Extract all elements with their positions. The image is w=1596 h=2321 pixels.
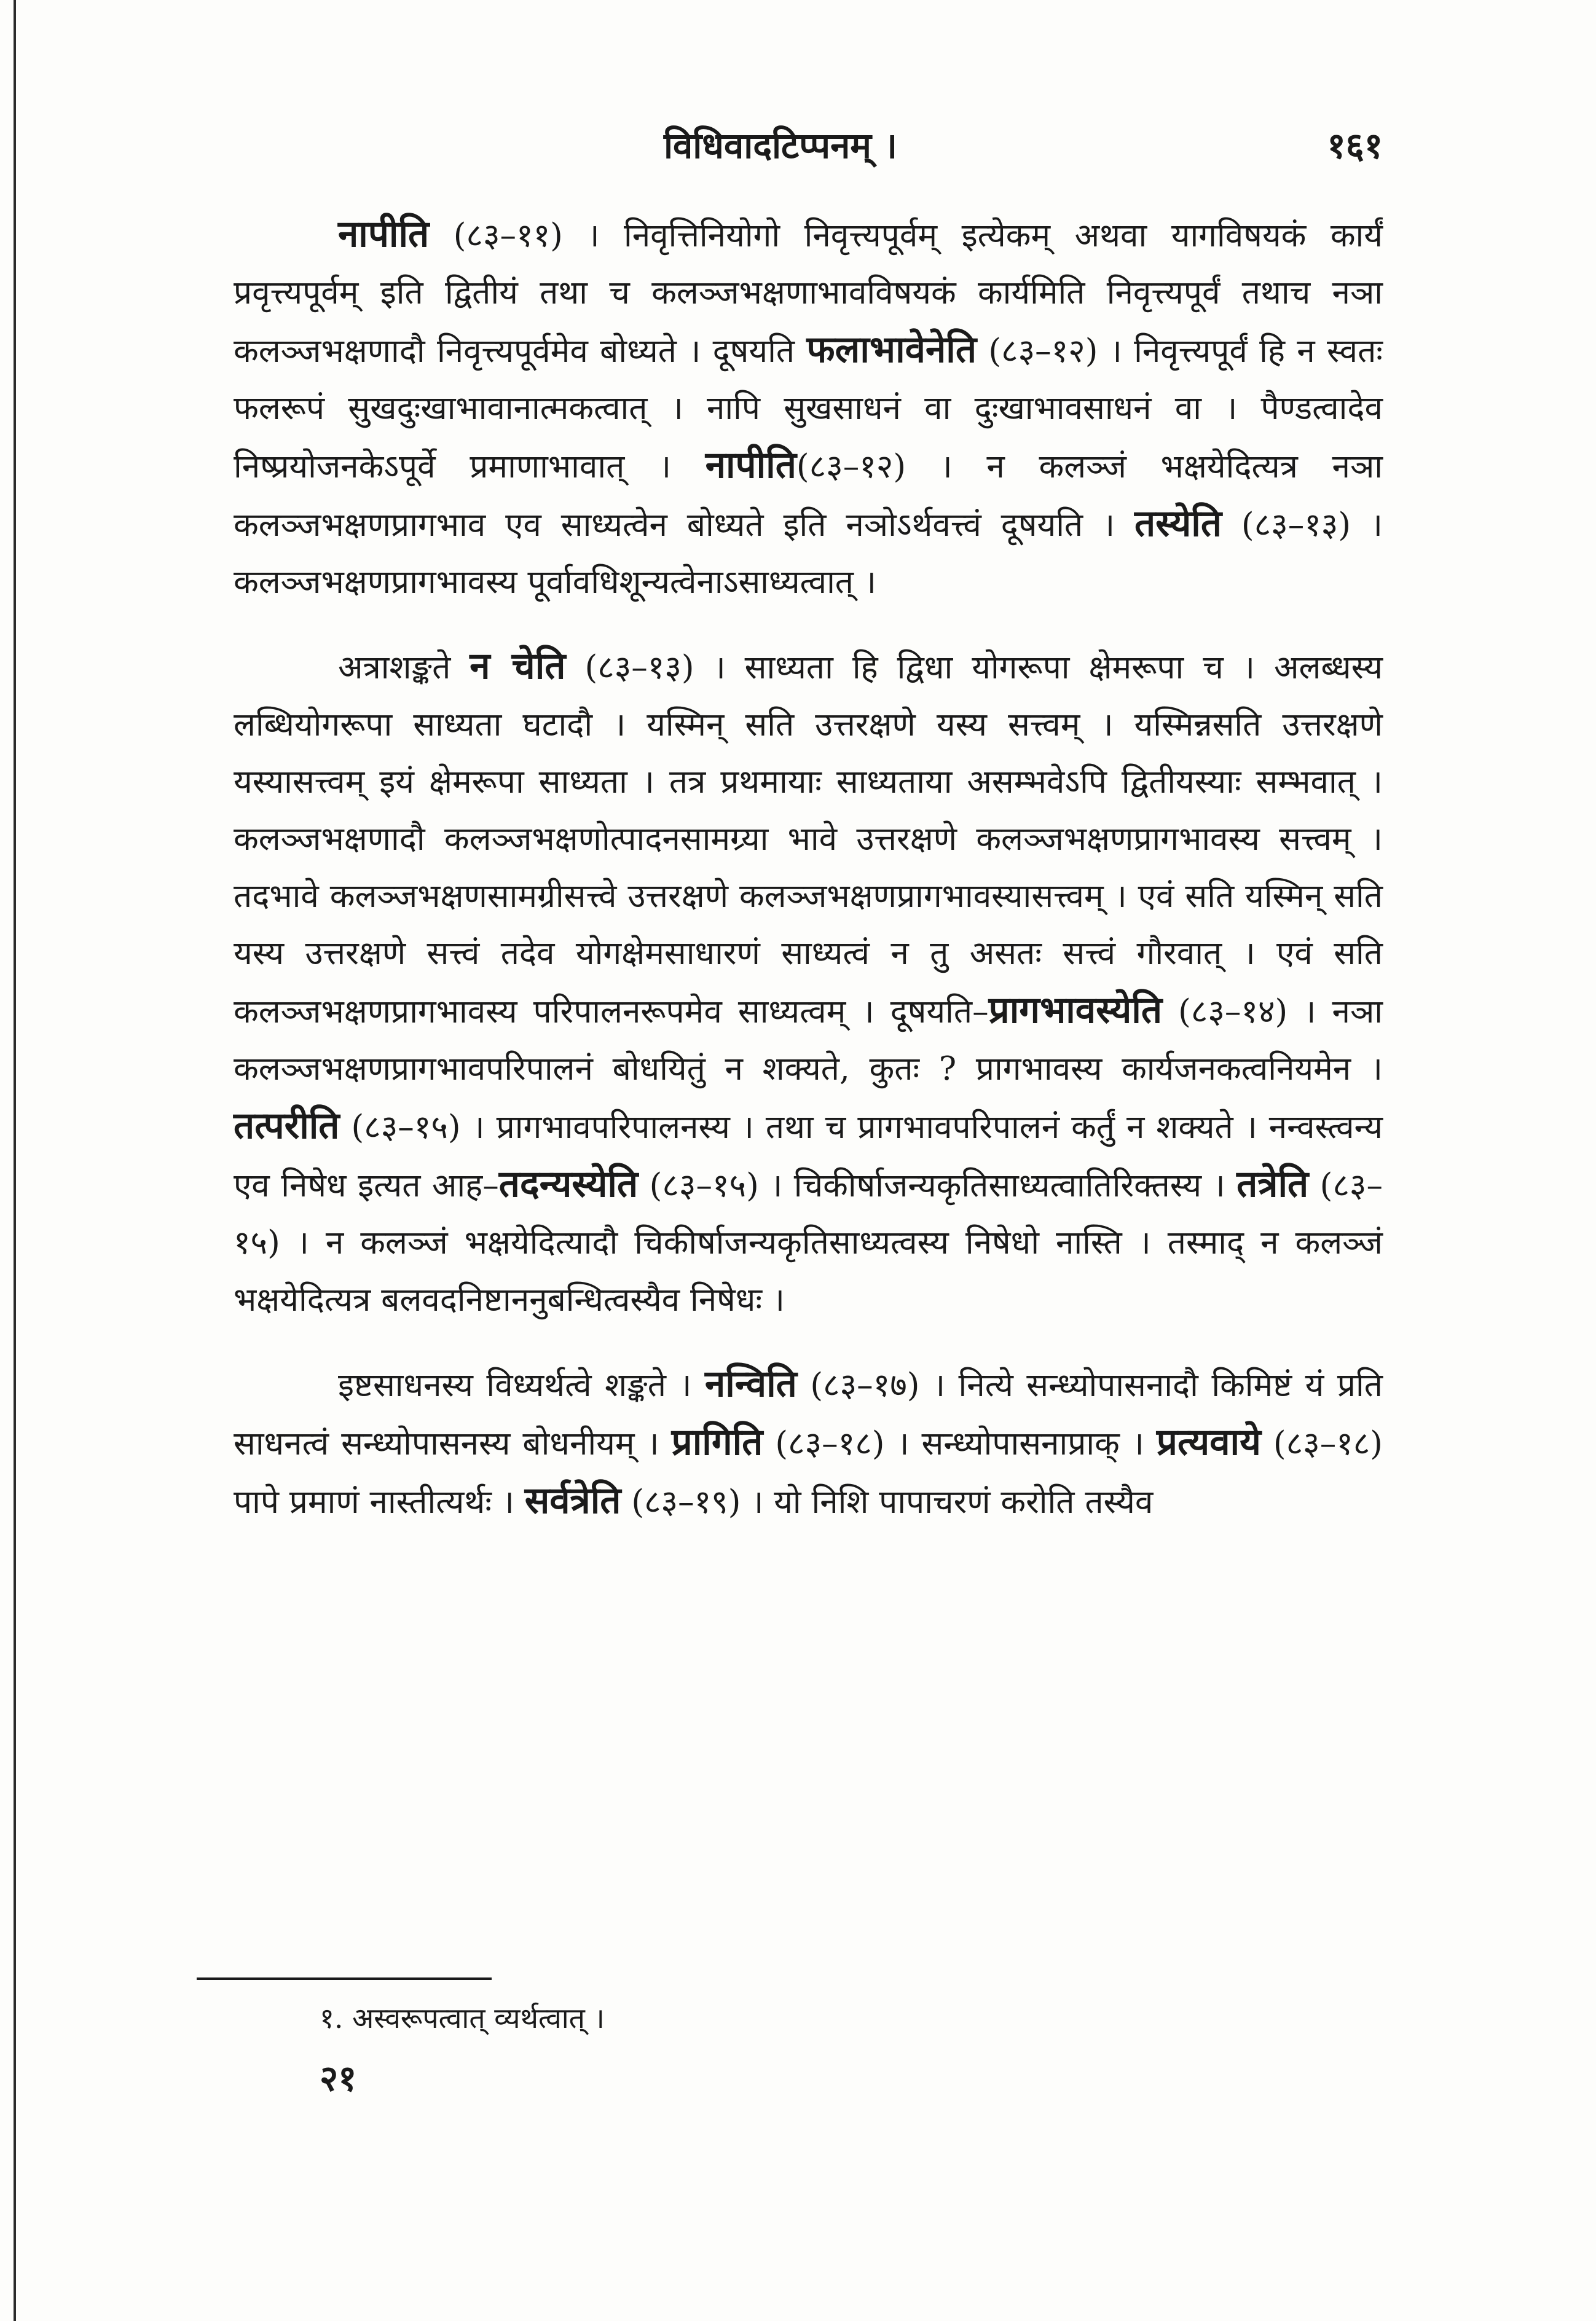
lemma-term: नन्विति [705, 1362, 797, 1405]
signature-mark: २१ [320, 2057, 357, 2099]
lemma-term: प्रागभावस्येति [988, 989, 1163, 1032]
paragraph [234, 206, 1383, 611]
lemma-term: न चेति [470, 645, 566, 688]
paragraph-text: इष्टसाधनस्य विध्यर्थत्वे शङ्कते । [338, 1367, 705, 1404]
paragraph-text: (८३–११) । निवृत्तिनियोगो निवृत्त्यपूर्वम् इत्येकम् अथवा यागविषयकं कार्यं प्रवृत्त्यपूर्वम् इति द्वितीयं तथा च कलञ्जभक्षणाभावविषयकं कार्यमिति निवृत्त्यपूर्वं तथाच नञा कलञ्जभक्षणादौ निवृत्त्यपूर्वमेव बोध्यते । दूषयति [234, 217, 1383, 370]
commentary-body [234, 206, 1383, 1558]
paragraph-text: (८३–१७) । नित्ये सन्ध्योपासनादौ किमिष्टं यं प्रति साधनत्वं सन्ध्योपासनस्य बोधनीयम् । [234, 1367, 1383, 1463]
page-edge-rule [14, 0, 16, 2321]
lemma-term: तत्रेति [1236, 1163, 1309, 1206]
page-header [234, 120, 1383, 169]
lemma-term: सर्वत्रेति [524, 1479, 621, 1522]
paragraph-text: (८३–१५) । न कलञ्जं भक्षयेदित्यादौ चिकीर्षाजन्यकृतिसाध्यत्वस्य निषेधो नास्ति । तस्माद् न कलञ्जं भक्षयेदित्यत्र बलवदनिष्टाननुबन्धित्वस्यैव निषेधः । [234, 1167, 1383, 1319]
running-title: विधिवादटिप्पनम् । [664, 125, 898, 167]
lemma-term: तत्परीति [234, 1104, 340, 1147]
paragraph [234, 1356, 1383, 1531]
paragraph [234, 638, 1383, 1329]
paragraph-text: (८३–१५) । चिकीर्षाजन्यकृतिसाध्यत्वातिरिक्तस्य । [638, 1167, 1237, 1204]
lemma-term: तदन्यस्येति [498, 1163, 639, 1206]
paragraph-text: (८३–१३) । साध्यता हि द्विधा योगरूपा क्षेमरूपा च । अलब्धस्य लब्धियोगरूपा साध्यता घटादौ । यस्मिन् सति उत्तरक्षणे यस्य सत्त्वम् । यस्मिन्नसति उत्तरक्षणे यस्यासत्त्वम् इयं क्षेमरूपा साध्यता । तत्र प्रथमायाः साध्यताया असम्भवेऽपि द्वितीयस्याः सम्भवात् । कलञ्जभक्षणादौ कलञ्जभक्षणोत्पादनसामग्र्या भावे उत्तरक्षणे कलञ्जभक्षणप्रागभावस्य सत्त्वम् । तदभावे कलञ्जभक्षणसामग्रीसत्त्वे उत्तरक्षणे कलञ्जभक्षणप्रागभावस्यासत्त्वम् । एवं सति यस्मिन् सति यस्य उत्तरक्षणे सत्त्वं तदेव योगक्षेमसाधारणं साध्यत्वं न तु असतः सत्त्वं गौरवात् । एवं सति कलञ्जभक्षणप्रागभावस्य परिपालनरूपमेव साध्यत्वम् । दूषयति– [234, 649, 1383, 1031]
footnote-divider [197, 1977, 492, 1980]
lemma-term: तस्येति [1134, 502, 1222, 545]
paragraph-text: (८३–१८) पापे प्रमाणं नास्तीत्यर्थः । [234, 1425, 1383, 1521]
paragraph-text: (८३–१८) । सन्ध्योपासनाप्राक् । [763, 1425, 1157, 1463]
paragraph-text: (८३–१५) । प्रागभावपरिपालनस्य । तथा च प्रागभावपरिपालनं कर्तुं न शक्यते । नन्वस्त्वन्य एव निषेध इत्यत आह– [234, 1109, 1383, 1204]
paragraph-text: (८३–१३) । कलञ्जभक्षणप्रागभावस्य पूर्वावधिशून्यत्वेनाऽसाध्यत्वात् । [234, 506, 1383, 601]
lemma-term: नापीति [338, 213, 430, 256]
paragraph-text: (८३–१४) । नञा कलञ्जभक्षणप्रागभावपरिपालनं बोधयितुं न शक्यते, कुतः ? प्रागभावस्य कार्यजनकत्वनियमेन । [234, 993, 1383, 1088]
paragraph-text: (८३–१२) । न कलञ्जं भक्षयेदित्यत्र नञा कलञ्जभक्षणप्रागभाव एव साध्यत्वेन बोध्यते इति नञोऽर्थवत्त्वं दूषयति । [234, 448, 1383, 544]
lemma-term: फलाभावेनेति [806, 328, 977, 371]
paragraph-text: (८३–१९) । यो निशि पापाचरणं करोति तस्यैव [621, 1483, 1154, 1521]
lemma-term: नापीति [705, 444, 796, 487]
paragraph-text: (८३–१२) । निवृत्त्यपूर्वं हि न स्वतः फलरूपं सुखदुःखाभावानात्मकत्वात् । नापि सुखसाधनं वा दुःखाभावसाधनं वा । पैण्डत्वादेव निष्प्रयोजनकेऽपूर्वे प्रमाणाभावात् । [234, 332, 1383, 485]
page-number: १६१ [1327, 125, 1383, 167]
lemma-term: प्रत्यवाये [1156, 1421, 1261, 1464]
paragraph-text: अत्राशङ्कते [338, 649, 470, 686]
lemma-term: प्रागिति [671, 1421, 763, 1464]
footnote: १. अस्वरूपत्वात् व्यर्थत्वात् । [320, 2001, 605, 2035]
